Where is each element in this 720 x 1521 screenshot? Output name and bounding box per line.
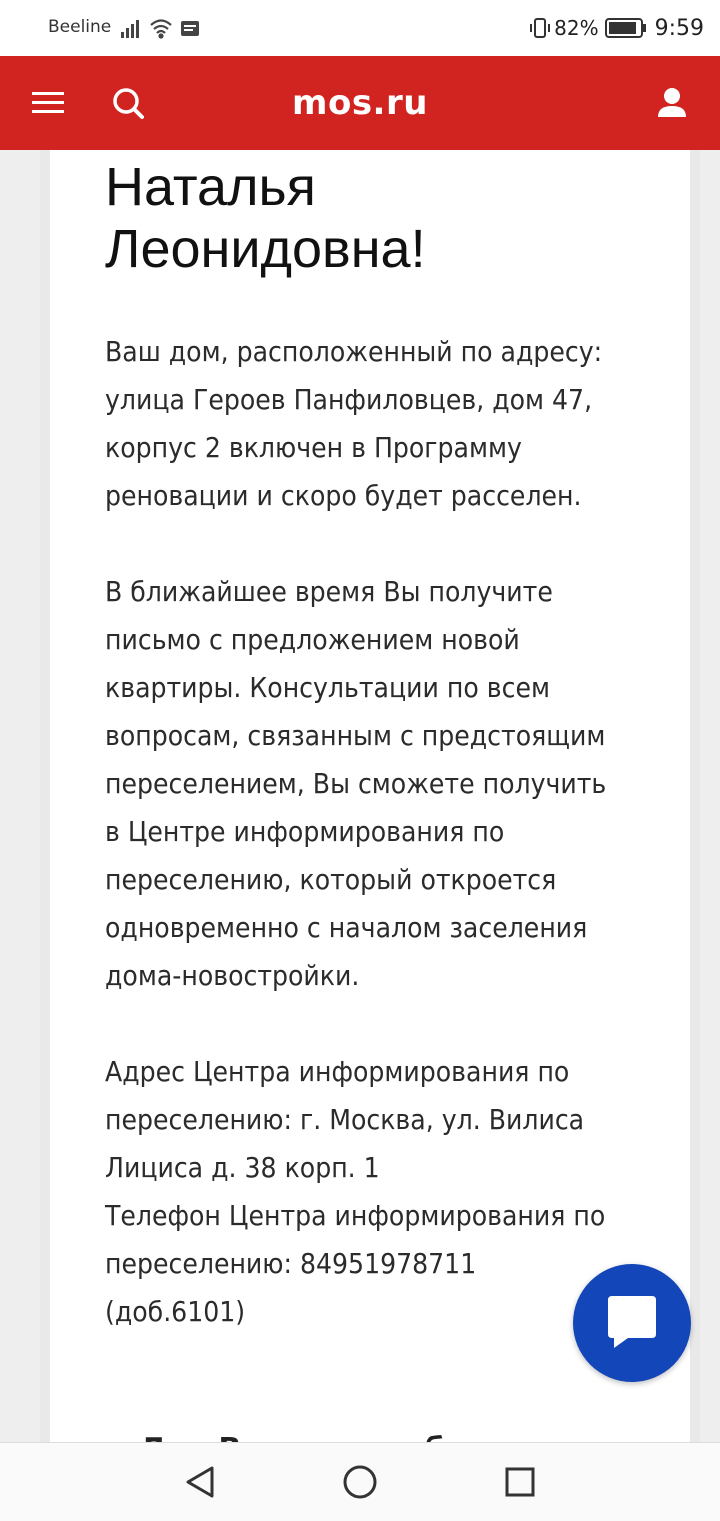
- clock: 9:59: [654, 15, 704, 41]
- text-line: корпус 2 включен в Программу: [105, 431, 522, 464]
- status-right: [528, 14, 704, 42]
- text-line: (доб.6101): [105, 1295, 246, 1328]
- text-line: Адрес Центра информирования по: [105, 1055, 570, 1088]
- text-line: переселению, который откроется: [105, 863, 557, 896]
- text-line: одновременно с началом заселения: [105, 911, 588, 944]
- recents-button[interactable]: [500, 1462, 540, 1502]
- user-icon: [648, 79, 696, 127]
- text-line: в Центре информирования по: [105, 815, 505, 848]
- text-line: письмо с предложением новой: [105, 623, 520, 656]
- text-line: дома-новостройки.: [105, 959, 360, 992]
- system-nav-bar: [0, 1442, 720, 1521]
- text-line: переселением, Вы сможете получить: [105, 767, 607, 800]
- recents-square-icon: [500, 1462, 540, 1502]
- text-line: Лициса д. 38 корп. 1: [105, 1151, 380, 1184]
- text-line: вопросам, связанным с предстоящим: [105, 719, 606, 752]
- text-line: реновации и скоро будет расселен.: [105, 479, 582, 512]
- heading-line: Наталья: [105, 157, 316, 217]
- text-line: квартиры. Консультации по всем: [105, 671, 550, 704]
- chat-bubble-icon: [606, 1294, 658, 1350]
- notification-icon: [181, 21, 199, 36]
- carrier-name: Beeline: [48, 17, 112, 37]
- account-button[interactable]: [648, 79, 696, 127]
- home-circle-icon: [340, 1462, 380, 1502]
- heading-line: Леонидовна!: [105, 219, 426, 279]
- letter-heading: [105, 156, 665, 280]
- back-triangle-icon: [180, 1462, 220, 1502]
- paragraph-info: [105, 568, 665, 1000]
- wifi-icon: [151, 21, 171, 38]
- paragraph-address: [105, 328, 665, 520]
- site-header: [0, 56, 720, 150]
- text-line: переселению: г. Москва, ул. Вилиса: [105, 1103, 585, 1136]
- phone-line[interactable]: переселению: 84951978711: [105, 1247, 477, 1280]
- text-line: Телефон Центра информирования по: [105, 1199, 606, 1232]
- home-button[interactable]: [340, 1462, 380, 1502]
- vibrate-icon: [528, 16, 552, 40]
- signal-icon: [121, 20, 139, 38]
- back-button[interactable]: [180, 1462, 220, 1502]
- signal-wifi-icons: [121, 16, 207, 40]
- text-line: улица Героев Панфиловцев, дом 47,: [105, 383, 593, 416]
- battery-percent: 82%: [554, 16, 599, 40]
- letter-card: [50, 150, 690, 1442]
- chat-button[interactable]: [573, 1264, 691, 1382]
- battery-icon: [605, 17, 647, 39]
- text-line: Ваш дом, расположенный по адресу:: [105, 335, 603, 368]
- status-bar: [0, 0, 720, 56]
- site-title[interactable]: mos.ru: [292, 83, 428, 123]
- text-line: В ближайшее время Вы получите: [105, 575, 553, 608]
